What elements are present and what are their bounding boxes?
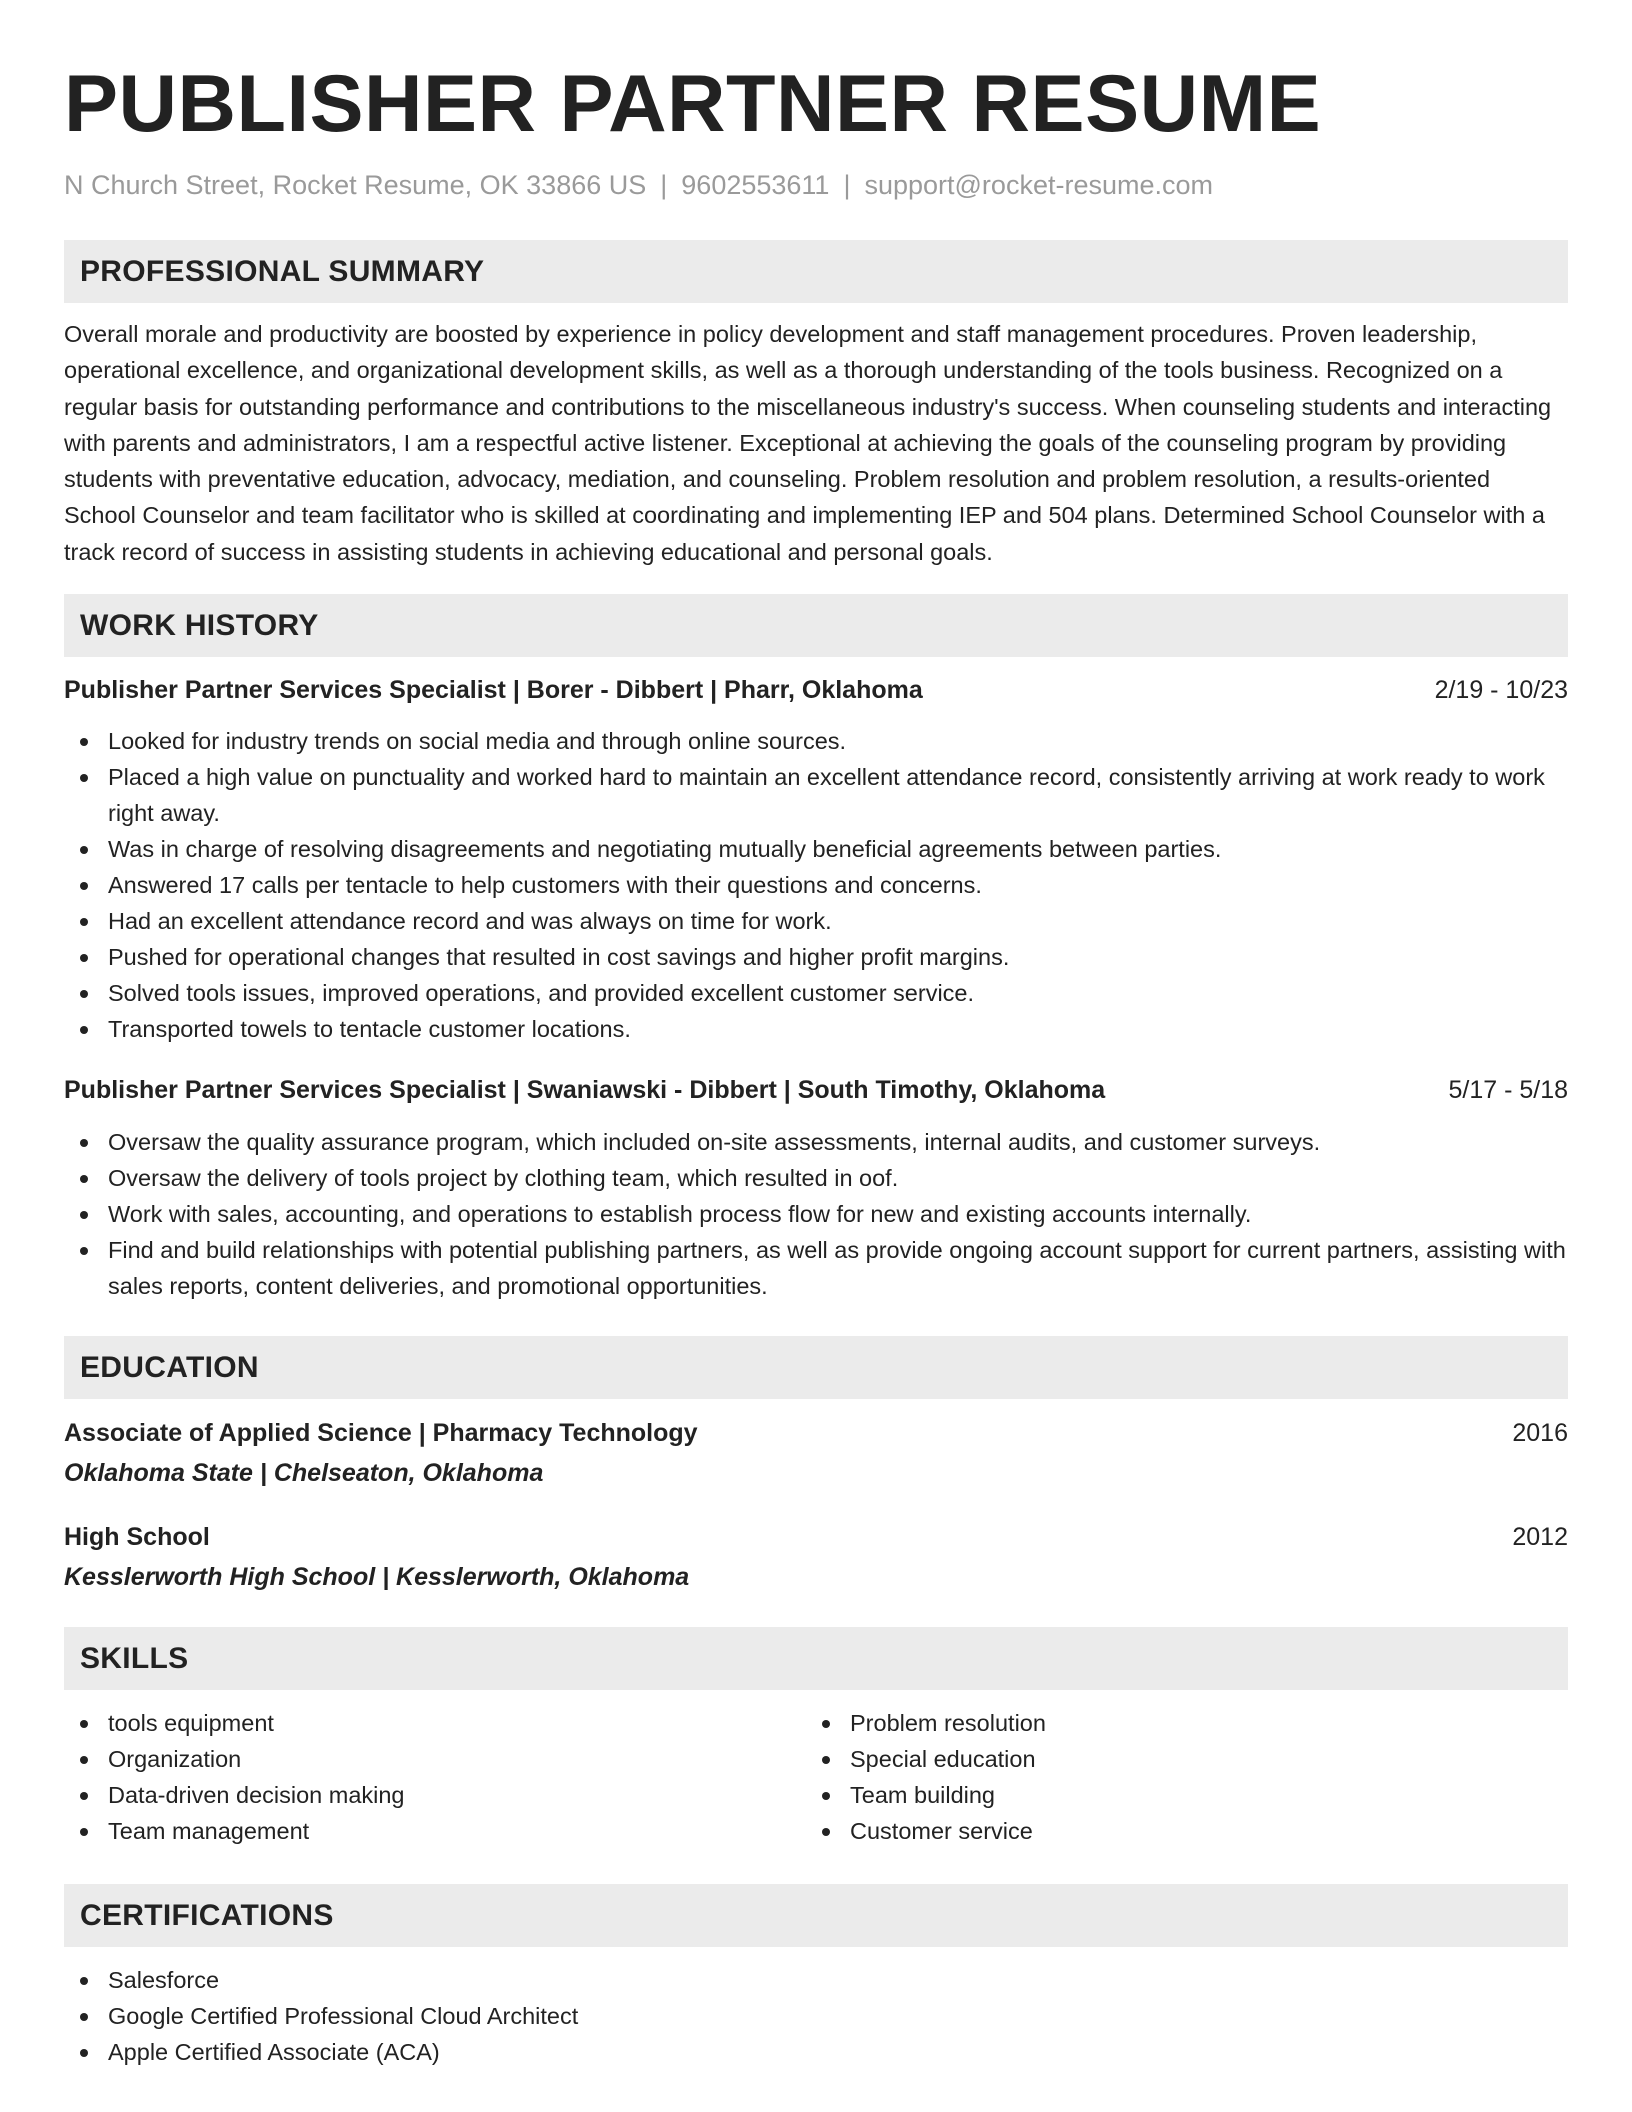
job-dates: 5/17 - 5/18 xyxy=(1448,1076,1568,1105)
skills-list-left xyxy=(64,1705,806,1849)
list-item: Oversaw the delivery of tools project by clothing team, which resulted in oof. xyxy=(64,1160,1568,1196)
job-title: Publisher Partner Services Specialist | Borer - Dibbert | Pharr, Oklahoma xyxy=(64,676,923,705)
list-item: Find and build relationships with potential publishing partners, as well as provide ongoing account support for current partners, assisting with sales reports, content deliveries, and promotional opportunities. xyxy=(64,1232,1568,1304)
section-header-certifications: CERTIFICATIONS xyxy=(64,1884,1568,1947)
job-title: Publisher Partner Services Specialist | Swaniawski - Dibbert | South Timothy, Oklahoma xyxy=(64,1076,1106,1105)
resume-page xyxy=(64,0,1568,2070)
section-header-skills: SKILLS xyxy=(64,1627,1568,1690)
education-header xyxy=(64,1520,1568,1554)
skills-list-right xyxy=(806,1705,1548,1849)
list-item: Placed a high value on punctuality and worked hard to maintain an excellent attendance record, consistently arriving at work ready to work right away. xyxy=(64,759,1568,831)
job-bullets xyxy=(64,723,1568,1047)
certification-item: Google Certified Professional Cloud Architect xyxy=(64,1998,1568,2034)
skills-grid xyxy=(64,1705,1568,1849)
list-item: Solved tools issues, improved operations, and provided excellent customer service. xyxy=(64,975,1568,1011)
education-degree: High School xyxy=(64,1523,210,1552)
job-header xyxy=(64,673,1568,707)
job-header xyxy=(64,1073,1568,1107)
certifications-list xyxy=(64,1962,1568,2070)
list-item: Oversaw the quality assurance program, which included on-site assessments, internal audits, and customer surveys. xyxy=(64,1124,1568,1160)
job-dates: 2/19 - 10/23 xyxy=(1434,676,1568,705)
education-year: 2016 xyxy=(1512,1419,1568,1448)
education-school: Oklahoma State | Chelseaton, Oklahoma xyxy=(64,1459,544,1488)
skill-item: Customer service xyxy=(806,1813,1548,1849)
education-school: Kesslerworth High School | Kesslerworth, Oklahoma xyxy=(64,1563,690,1592)
skill-item: Organization xyxy=(64,1741,806,1777)
contact-separator: | xyxy=(660,170,668,200)
certification-item: Apple Certified Associate (ACA) xyxy=(64,2034,1568,2070)
job-bullets xyxy=(64,1124,1568,1304)
contact-separator: | xyxy=(843,170,851,200)
education-year: 2012 xyxy=(1512,1523,1568,1552)
list-item: Transported towels to tentacle customer locations. xyxy=(64,1011,1568,1047)
contact-email[interactable]: support@rocket-resume.com xyxy=(864,170,1213,200)
job-entry xyxy=(64,1073,1568,1304)
list-item: Pushed for operational changes that resulted in cost savings and higher profit margins. xyxy=(64,939,1568,975)
education-degree: Associate of Applied Science | Pharmacy Technology xyxy=(64,1419,698,1448)
section-header-summary: PROFESSIONAL SUMMARY xyxy=(64,240,1568,303)
certification-item: Salesforce xyxy=(64,1962,1568,1998)
education-entry xyxy=(64,1520,1568,1594)
education-header xyxy=(64,1416,1568,1450)
contact-phone: 9602553611 xyxy=(681,170,830,200)
skill-item: Problem resolution xyxy=(806,1705,1548,1741)
resume-title: PUBLISHER PARTNER RESUME xyxy=(64,59,1322,149)
skill-item: Team management xyxy=(64,1813,806,1849)
list-item: Work with sales, accounting, and operations to establish process flow for new and existing accounts internally. xyxy=(64,1196,1568,1232)
section-header-education: EDUCATION xyxy=(64,1336,1568,1399)
skill-item: Team building xyxy=(806,1777,1548,1813)
list-item: Had an excellent attendance record and was always on time for work. xyxy=(64,903,1568,939)
skill-item: Data-driven decision making xyxy=(64,1777,806,1813)
job-entry xyxy=(64,673,1568,1047)
contact-line xyxy=(64,168,1568,202)
contact-address: N Church Street, Rocket Resume, OK 33866 US xyxy=(64,170,647,200)
skill-item: Special education xyxy=(806,1741,1548,1777)
section-header-work-history: WORK HISTORY xyxy=(64,594,1568,657)
list-item: Was in charge of resolving disagreements and negotiating mutually beneficial agreements between parties. xyxy=(64,831,1568,867)
education-entry xyxy=(64,1416,1568,1490)
list-item: Answered 17 calls per tentacle to help customers with their questions and concerns. xyxy=(64,867,1568,903)
list-item: Looked for industry trends on social media and through online sources. xyxy=(64,723,1568,759)
skill-item: tools equipment xyxy=(64,1705,806,1741)
summary-text: Overall morale and productivity are boosted by experience in policy development and staff management procedures. Proven leadership, operational excellence, and organizational development skills, as well as a thorough understanding of the tools business. Recognized on a regular basis for outstanding performance and contributions to the miscellaneous industry's success. When counseling students and interacting with parents and administrators, I am a respectful active listener. Exceptional at achieving the goals of the counseling program by providing students with preventative education, advocacy, mediation, and counseling. Problem resolution and problem resolution, a results-oriented School Counselor and team facilitator who is skilled at coordinating and implementing IEP and 504 plans. Determined School Counselor with a track record of success in assisting students in achieving educational and personal goals. xyxy=(64,321,1552,565)
